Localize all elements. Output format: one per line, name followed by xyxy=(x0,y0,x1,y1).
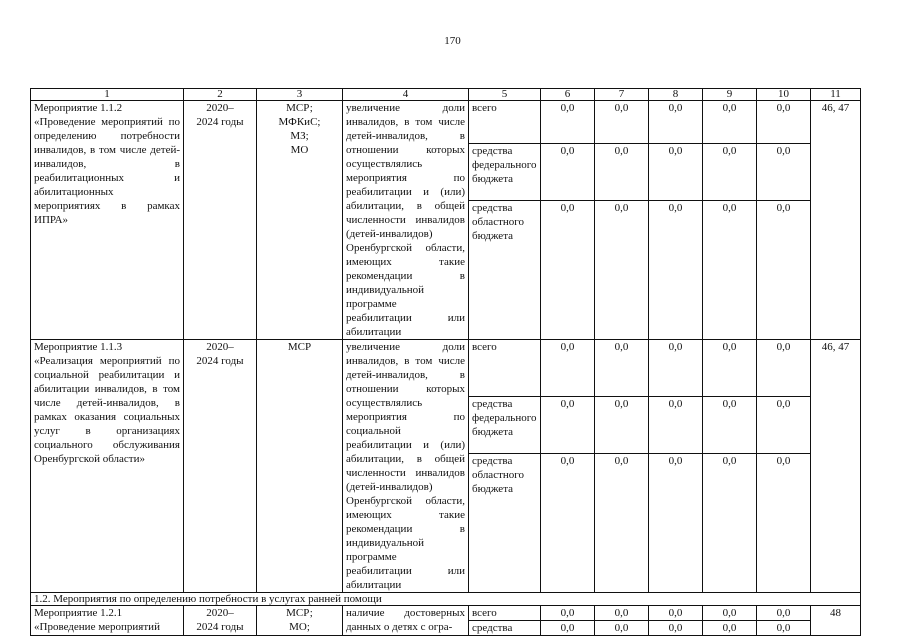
source-next: средства xyxy=(469,621,541,636)
value-cell: 0,0 xyxy=(541,606,595,621)
value-cell: 0,0 xyxy=(595,144,649,201)
header-cell: 4 xyxy=(343,89,469,101)
value-cell: 0,0 xyxy=(649,201,703,340)
source-total: всего xyxy=(469,101,541,144)
value-cell: 0,0 xyxy=(595,201,649,340)
executors-cell: МСР; МО; xyxy=(257,606,343,636)
value-cell: 0,0 xyxy=(649,621,703,636)
period-cell: 2020– 2024 годы xyxy=(184,606,257,636)
value-cell: 0,0 xyxy=(703,201,757,340)
header-cell: 9 xyxy=(703,89,757,101)
value-cell: 0,0 xyxy=(757,201,811,340)
ref-cell: 46, 47 xyxy=(811,101,861,340)
source-total: всего xyxy=(469,340,541,397)
value-cell: 0,0 xyxy=(757,606,811,621)
value-cell: 0,0 xyxy=(541,454,595,593)
header-cell: 3 xyxy=(257,89,343,101)
value-cell: 0,0 xyxy=(649,340,703,397)
value-cell: 0,0 xyxy=(703,397,757,454)
value-cell: 0,0 xyxy=(649,144,703,201)
table-row xyxy=(31,340,861,397)
value-cell: 0,0 xyxy=(541,397,595,454)
value-cell: 0,0 xyxy=(649,101,703,144)
source-federal: средства федерального бюджета xyxy=(469,144,541,201)
measure-name: Мероприятие 1.1.2 «Проведение мероприятий по определению потребности инвалидов, в том числе детей-инвалидов, в реабилитационных и абилитационных мероприятиях в рамках ИПРА» xyxy=(31,101,184,340)
header-row xyxy=(31,89,861,101)
header-cell: 8 xyxy=(649,89,703,101)
value-cell: 0,0 xyxy=(595,454,649,593)
value-cell: 0,0 xyxy=(757,340,811,397)
value-cell: 0,0 xyxy=(595,397,649,454)
indicator-cell: наличие достоверных данных о детях с огра- xyxy=(343,606,469,636)
value-cell: 0,0 xyxy=(541,340,595,397)
source-regional: средства областного бюджета xyxy=(469,201,541,340)
page-number: 170 xyxy=(444,35,461,47)
value-cell: 0,0 xyxy=(649,454,703,593)
ref-cell: 48 xyxy=(811,606,861,636)
value-cell: 0,0 xyxy=(703,454,757,593)
value-cell: 0,0 xyxy=(595,621,649,636)
indicator-cell: увеличение доли инвалидов, в том числе детей-инвалидов, в отношении которых осуществлялись мероприятия по социальной реабилитации и (или) абилитации, в общей численности инвалидов (детей-инвалидов) Оренбургской области, имеющих такие рекомендации в индивидуальной программе реабилитации или абилитации xyxy=(343,340,469,593)
value-cell: 0,0 xyxy=(757,397,811,454)
value-cell: 0,0 xyxy=(595,101,649,144)
section-title: 1.2. Мероприятия по определению потребности в услугах ранней помощи xyxy=(31,593,861,606)
ref-cell: 46, 47 xyxy=(811,340,861,593)
value-cell: 0,0 xyxy=(703,340,757,397)
value-cell: 0,0 xyxy=(541,144,595,201)
value-cell: 0,0 xyxy=(595,606,649,621)
header-cell: 10 xyxy=(757,89,811,101)
table-row xyxy=(31,101,861,144)
value-cell: 0,0 xyxy=(703,606,757,621)
value-cell: 0,0 xyxy=(757,454,811,593)
value-cell: 0,0 xyxy=(703,101,757,144)
source-federal: средства федерального бюджета xyxy=(469,397,541,454)
header-cell: 1 xyxy=(31,89,184,101)
header-cell: 2 xyxy=(184,89,257,101)
value-cell: 0,0 xyxy=(649,397,703,454)
value-cell: 0,0 xyxy=(595,340,649,397)
value-cell: 0,0 xyxy=(541,621,595,636)
value-cell: 0,0 xyxy=(541,201,595,340)
executors-cell: МСР; МФКиС; МЗ; МО xyxy=(257,101,343,340)
measure-name: Мероприятие 1.2.1 «Проведение мероприятий xyxy=(31,606,184,636)
period-cell: 2020– 2024 годы xyxy=(184,101,257,340)
value-cell: 0,0 xyxy=(703,144,757,201)
value-cell: 0,0 xyxy=(541,101,595,144)
executors-cell: МСР xyxy=(257,340,343,593)
header-cell: 11 xyxy=(811,89,861,101)
value-cell: 0,0 xyxy=(757,144,811,201)
header-cell: 6 xyxy=(541,89,595,101)
header-cell: 5 xyxy=(469,89,541,101)
program-table xyxy=(30,88,861,636)
source-regional: средства областного бюджета xyxy=(469,454,541,593)
value-cell: 0,0 xyxy=(757,101,811,144)
period-cell: 2020– 2024 годы xyxy=(184,340,257,593)
section-row xyxy=(31,593,861,606)
source-total: всего xyxy=(469,606,541,621)
value-cell: 0,0 xyxy=(703,621,757,636)
indicator-cell: увеличение доли инвалидов, в том числе детей-инвалидов, в отношении которых осуществлялись мероприятия по реабилитации и (или) абилитации, в общей численности инвалидов (детей-инвалидов) Оренбургской области, имеющих такие рекомендации в индивидуальной программе реабилитации или абилитации xyxy=(343,101,469,340)
table-row xyxy=(31,606,861,621)
value-cell: 0,0 xyxy=(757,621,811,636)
measure-name: Мероприятие 1.1.3 «Реализация мероприятий по социальной реабилитации и абилитации инвалидов, в том числе детей-инвалидов, в рамках оказания социальных услуг в организациях социального обслуживания Оренбургской области» xyxy=(31,340,184,593)
value-cell: 0,0 xyxy=(649,606,703,621)
header-cell: 7 xyxy=(595,89,649,101)
